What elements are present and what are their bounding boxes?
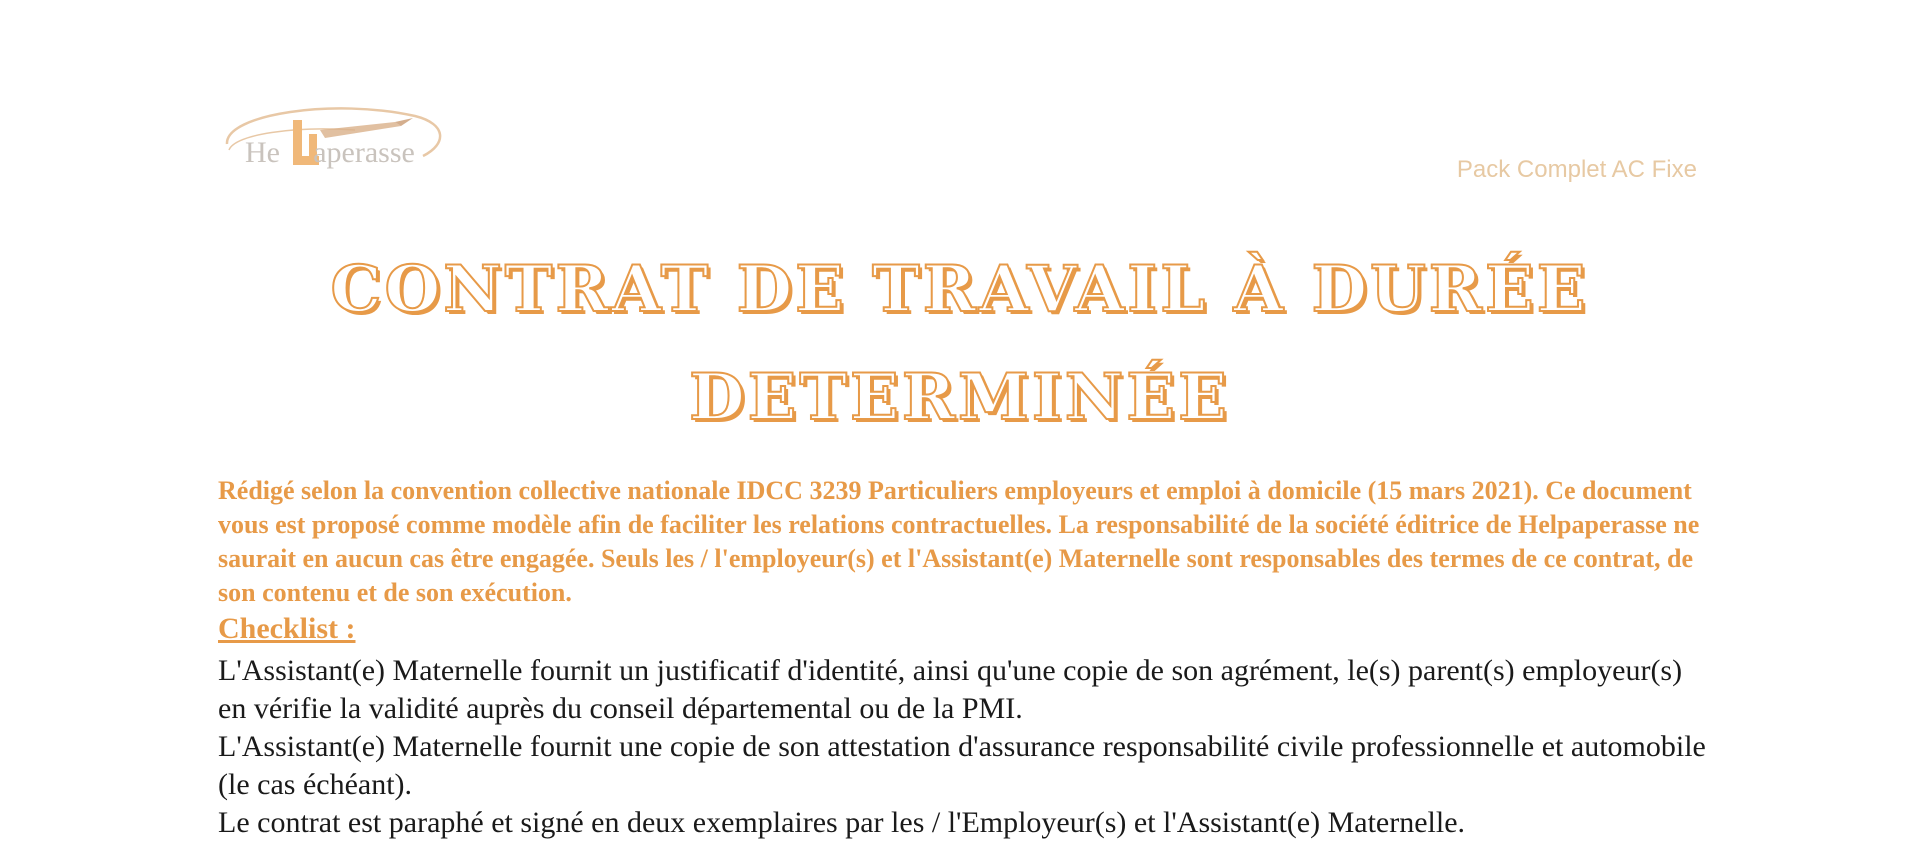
- helpaperasse-logo: [215, 104, 447, 186]
- checklist-item: Le contrat est paraphé et signé en deux exemplaires par les / l'Employeur(s) et l'Assistant(e) Maternelle.: [218, 806, 1466, 839]
- title-line-1: CONTRAT DE TRAVAIL À DURÉE: [330, 252, 1589, 327]
- checklist-item: L'Assistant(e) Maternelle fournit un justificatif d'identité, ainsi qu'une copie de son agrément, le(s) parent(s) employeur(s) en vérifie la validité auprès du conseil départemental ou de la PMI.: [218, 654, 1683, 725]
- document-title: [0, 236, 1919, 452]
- logo-text-he: He: [245, 136, 280, 169]
- checklist: [218, 652, 1708, 842]
- logo-text-rest: aperasse: [313, 136, 415, 169]
- checklist-item: L'Assistant(e) Maternelle fournit une copie de son attestation d'assurance responsabilité civile professionnelle et automobile (le cas échéant).: [218, 730, 1706, 801]
- title-line-2: DETERMINÉE: [689, 360, 1230, 435]
- legal-disclaimer: Rédigé selon la convention collective nationale IDCC 3239 Particuliers employeurs et emploi à domicile (15 mars 2021). Ce document vous est proposé comme modèle afin de faciliter les relations contractuelles. La responsabilité de la société éditrice de Helpaperasse ne saurait en aucun cas être engagée. Seuls les / l'employeur(s) et l'Assistant(e) Maternelle sont responsables des termes de ce contrat, de son contenu et de son exécution.: [218, 476, 1700, 607]
- logo-wordmark: [245, 136, 415, 170]
- pack-title: Pack Complet AC Fixe: [1456, 156, 1697, 183]
- checklist-heading: Checklist :: [218, 612, 356, 645]
